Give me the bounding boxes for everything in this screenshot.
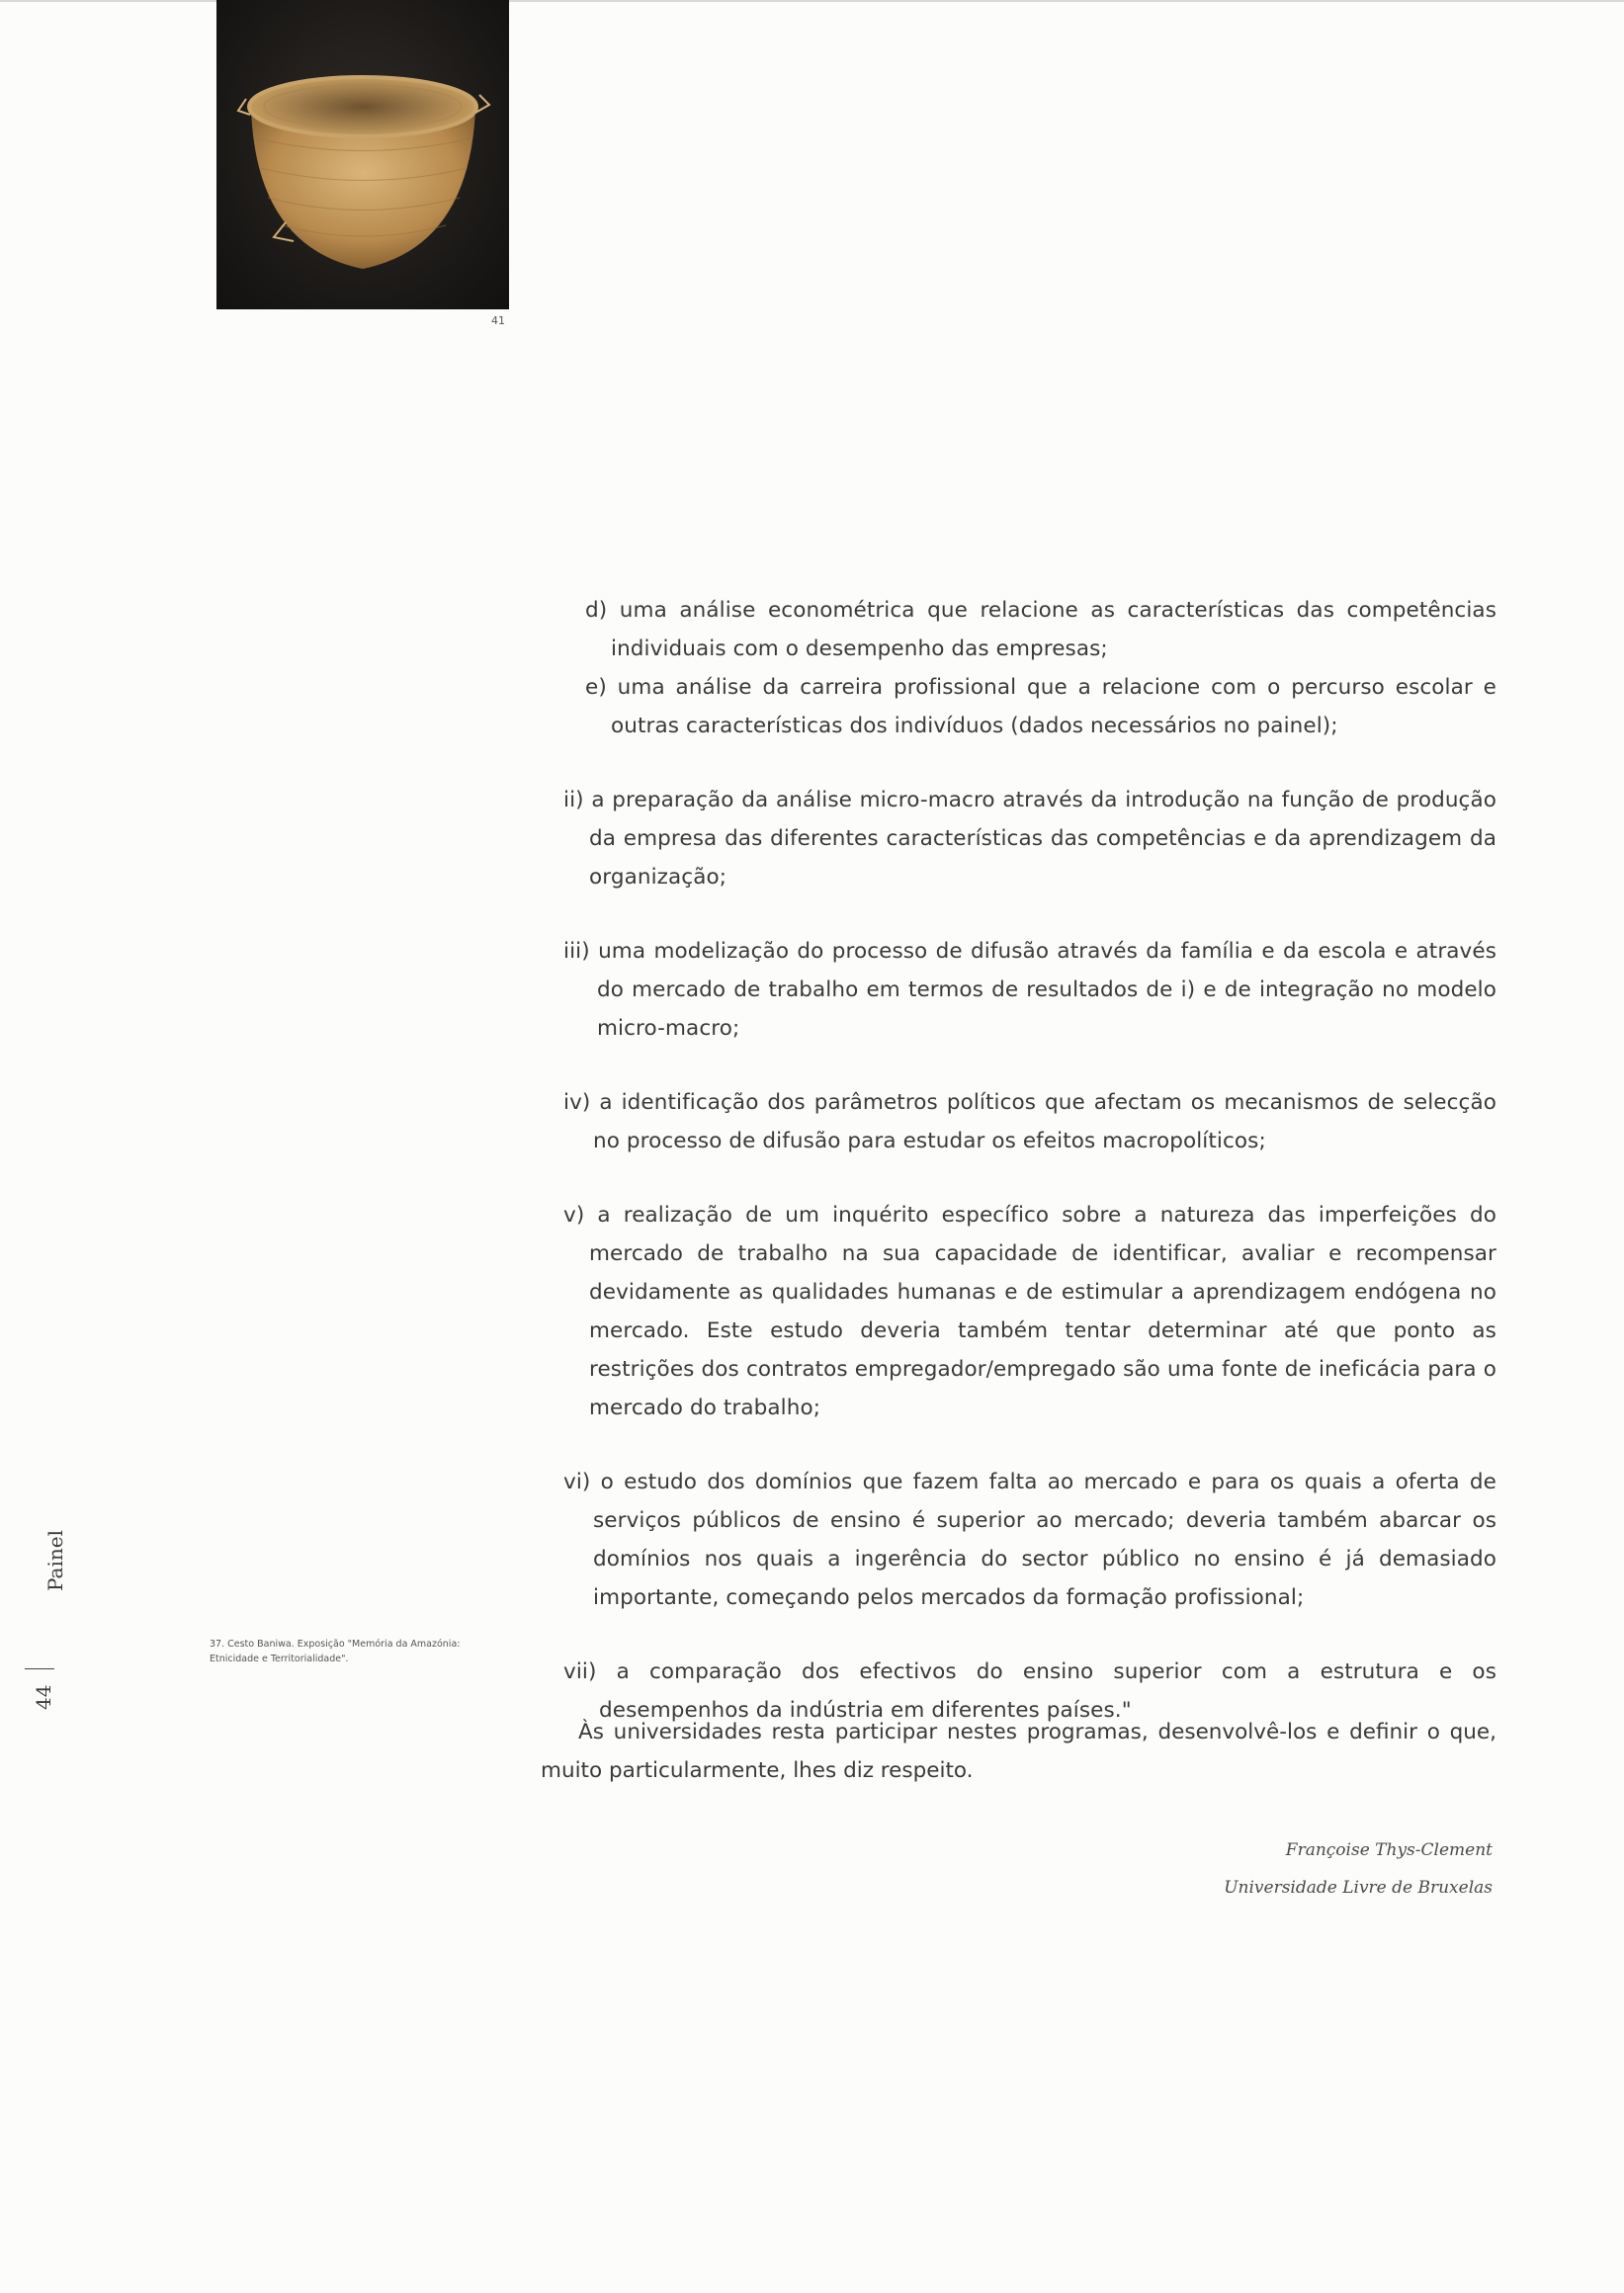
page-number: 44 <box>32 1684 55 1710</box>
author-affiliation: Universidade Livre de Bruxelas <box>1224 1878 1493 1898</box>
item-label: vi) <box>563 1470 591 1494</box>
list-item-d <box>585 591 1496 668</box>
basket-photo <box>216 0 509 309</box>
item-text: a realização de um inquérito específico sobre a natureza das imperfeições do mercado de trabalho na sua capacidade de identificar, avaliar e recompensar devidamente as qualidades humanas e de estimular a aprendizagem endógena no mercado. Este estudo deveria também tentar determinar até que ponto as restrições dos contratos empregador/empregado são uma fonte de ineficácia para o mercado do trabalho; <box>589 1203 1497 1420</box>
list-item-ii <box>563 781 1496 896</box>
figure-number: 41 <box>491 314 505 327</box>
item-text: uma análise econométrica que relacione as características das competências individuais com o desempenho das empresas; <box>611 598 1496 661</box>
item-text: a comparação dos efectivos do ensino superior com a estrutura e os desempenhos da indústria em diferentes países." <box>599 1659 1496 1723</box>
item-text: uma análise da carreira profissional que a relacione com o percurso escolar e outras características dos indivíduos (dados necessários no painel); <box>611 675 1497 738</box>
item-label: iv) <box>563 1090 591 1115</box>
margin-divider <box>25 1668 54 1669</box>
item-label: v) <box>563 1203 585 1228</box>
list-body <box>542 591 1496 1730</box>
list-item-vi <box>563 1463 1496 1617</box>
item-label: e) <box>585 675 607 700</box>
list-item-v <box>563 1196 1496 1427</box>
item-label: d) <box>585 598 608 623</box>
item-text: uma modelização do processo de difusão através da família e da escola e através do mercado de trabalho em termos de resultados de i) e de integração no modelo micro-macro; <box>597 939 1497 1041</box>
closing-paragraph: Às universidades resta participar nestes programas, desenvolvê-los e definir o que, muito particularmente, lhes diz respeito. <box>541 1720 1496 1783</box>
section-label: Painel <box>43 1530 67 1591</box>
item-text: o estudo dos domínios que fazem falta ao mercado e para os quais a oferta de serviços públicos de ensino é superior ao mercado; deveria também abarcar os domínios nos quais a ingerência do sector público no ensino é já demasiado importante, começando pelos mercados da formação profissional; <box>593 1470 1496 1610</box>
item-text: a preparação da análise micro-macro através da introdução na função de produção da empresa das diferentes características das competências e da aprendizagem da organização; <box>589 788 1497 890</box>
author-name: Françoise Thys-Clement <box>1285 1840 1493 1860</box>
list-item-iv <box>563 1083 1496 1160</box>
list-item-e <box>585 668 1496 745</box>
list-item-iii <box>563 932 1496 1048</box>
item-label: vii) <box>563 1659 597 1684</box>
item-label: ii) <box>563 788 584 812</box>
item-label: iii) <box>563 939 590 964</box>
woven-basket-image <box>216 0 509 309</box>
item-text: a identificação dos parâmetros políticos que afectam os mecanismos de selecção no processo de difusão para estudar os efeitos macropolíticos; <box>593 1090 1496 1153</box>
figure-caption: 37. Cesto Baniwa. Exposição "Memória da Amazónia: Etnicidade e Territorialidade". <box>210 1639 461 1664</box>
